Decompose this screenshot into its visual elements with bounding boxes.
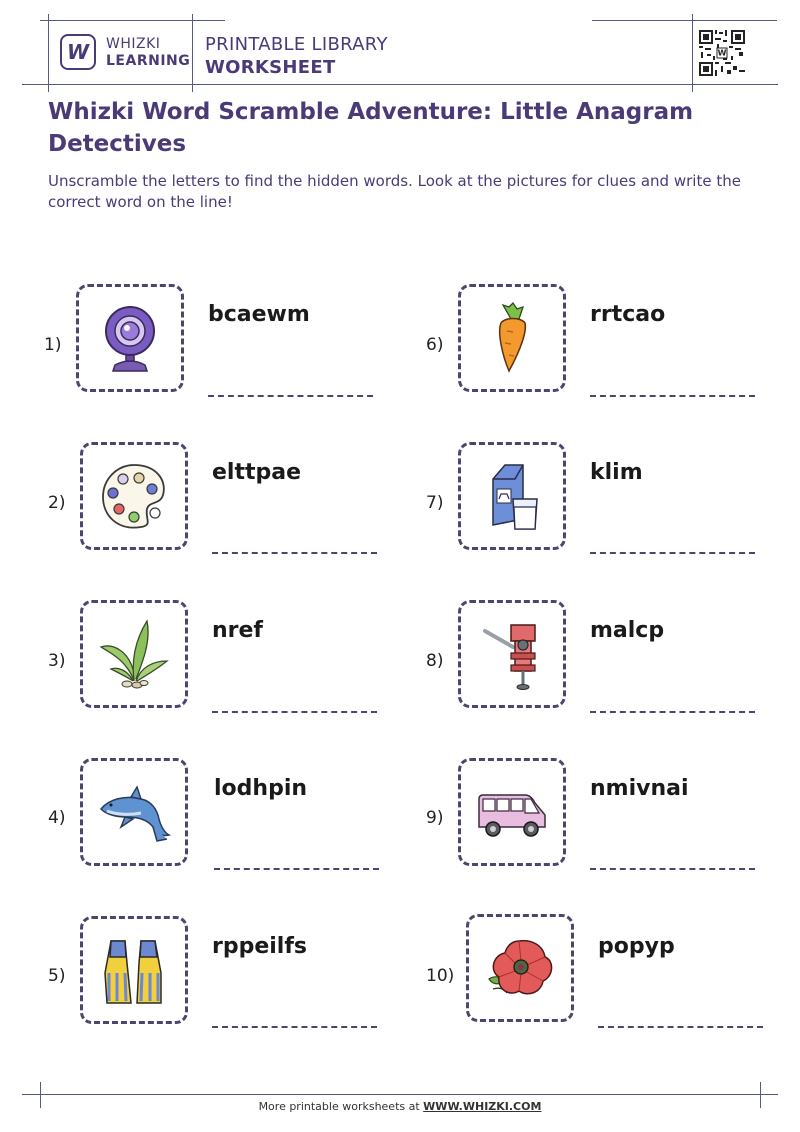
picture-card: [466, 914, 574, 1022]
library-label: PRINTABLE LIBRARY: [205, 34, 388, 55]
header-divider-mid: [192, 14, 193, 92]
header-divider-left: [48, 14, 49, 92]
scrambled-word: bcaewm: [208, 302, 310, 327]
item-number: 9): [426, 808, 444, 828]
brand-line-1: WHIZKI: [106, 36, 161, 52]
item-number: 8): [426, 651, 444, 671]
answer-line[interactable]: [590, 395, 755, 397]
whizki-logo: [60, 34, 96, 70]
answer-line[interactable]: [212, 552, 377, 554]
picture-card: [80, 758, 188, 866]
scrambled-word: nmivnai: [590, 776, 689, 801]
brand-line-2: LEARNING: [106, 53, 191, 69]
header-bottom-line: [22, 84, 778, 85]
picture-card: [80, 600, 188, 708]
answer-line[interactable]: [214, 868, 379, 870]
scrambled-word: rppeilfs: [212, 934, 308, 959]
footer-link[interactable]: WWW.WHIZKI.COM: [423, 1100, 542, 1113]
logo-letter: W: [66, 40, 90, 64]
webcam-icon: [93, 301, 167, 375]
palette-icon: [97, 459, 171, 533]
answer-line[interactable]: [590, 552, 755, 554]
scrambled-word: malcp: [590, 618, 665, 643]
answer-line[interactable]: [590, 711, 755, 713]
flippers-icon: [97, 933, 171, 1007]
scrambled-word: popyp: [598, 934, 675, 959]
picture-card: [80, 442, 188, 550]
header-divider-right: [692, 14, 693, 92]
clamp-icon: [475, 617, 549, 691]
answer-line[interactable]: [212, 1026, 377, 1028]
picture-card: [458, 758, 566, 866]
footer-prefix: More printable worksheets at: [258, 1100, 424, 1113]
svg-text:W: W: [717, 48, 727, 58]
item-number: 2): [48, 493, 66, 513]
item-number: 3): [48, 651, 66, 671]
page-title: Whizki Word Scramble Adventure: Little Anagram Detectives: [48, 99, 694, 157]
header-top-line-right: [592, 20, 777, 21]
answer-line[interactable]: [590, 868, 755, 870]
answer-line[interactable]: [598, 1026, 763, 1028]
item-number: 4): [48, 808, 66, 828]
milk-icon: [475, 459, 549, 533]
picture-card: [458, 600, 566, 708]
carrot-icon: [475, 301, 549, 375]
picture-card: [76, 284, 184, 392]
scrambled-word: klim: [590, 460, 643, 485]
footer-text: [0, 1100, 800, 1113]
item-number: 5): [48, 966, 66, 986]
instructions: Unscramble the letters to find the hidden words. Look at the pictures for clues and write the correct word on the line!: [48, 172, 741, 211]
answer-line[interactable]: [212, 711, 377, 713]
fern-icon: [97, 617, 171, 691]
scrambled-word: nref: [212, 618, 264, 643]
dolphin-icon: [97, 775, 171, 849]
picture-card: [80, 916, 188, 1024]
item-number: 10): [426, 966, 455, 986]
scrambled-word: elttpae: [212, 460, 302, 485]
picture-card: [458, 284, 566, 392]
qr-code-icon: [699, 30, 745, 76]
item-number: 6): [426, 335, 444, 355]
header-top-line-left: [40, 20, 225, 21]
scrambled-word: lodhpin: [214, 776, 308, 801]
minivan-icon: [475, 775, 549, 849]
worksheet-label: WORKSHEET: [205, 57, 336, 78]
item-number: 7): [426, 493, 444, 513]
item-number: 1): [44, 335, 62, 355]
poppy-icon: [483, 931, 557, 1005]
picture-card: [458, 442, 566, 550]
footer-line: [22, 1094, 778, 1095]
answer-line[interactable]: [208, 395, 373, 397]
scrambled-word: rrtcao: [590, 302, 666, 327]
